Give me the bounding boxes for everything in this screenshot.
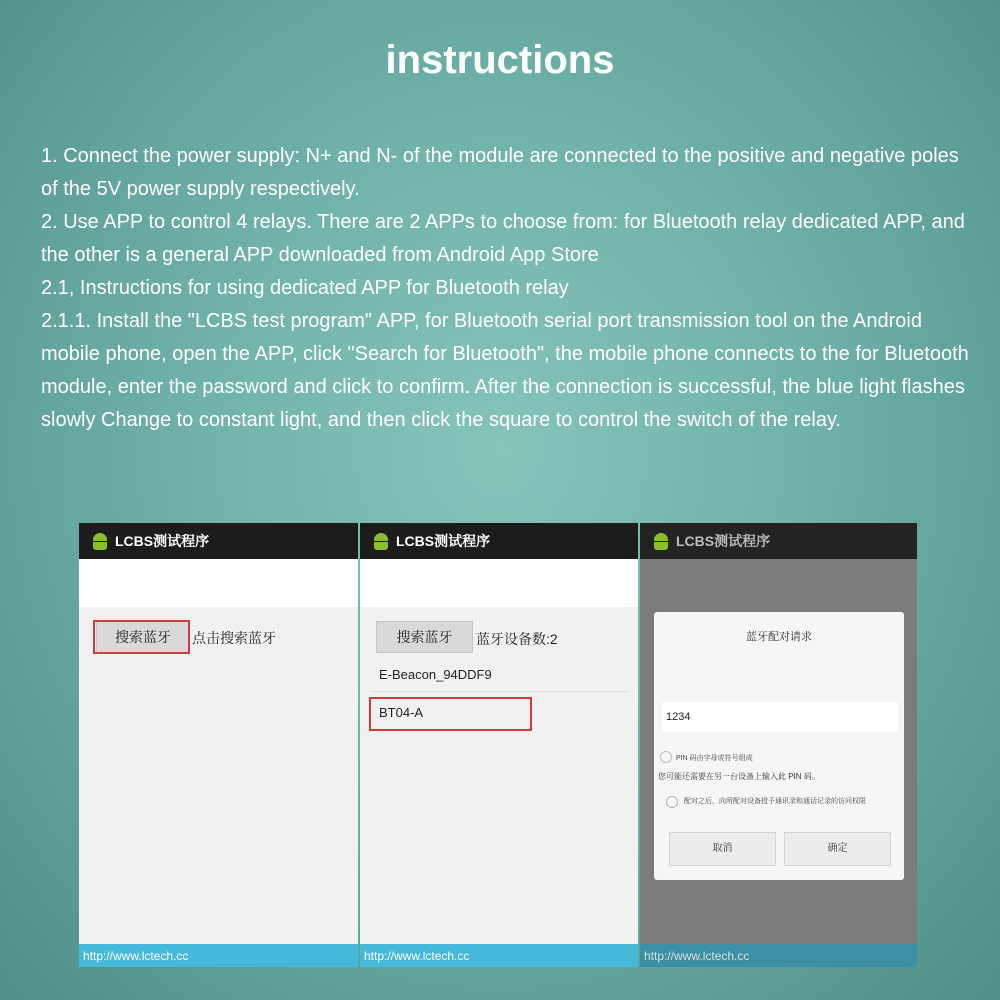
android-icon [91, 532, 109, 550]
search-bluetooth-button[interactable]: 搜索蓝牙 [96, 621, 190, 653]
check-icon[interactable] [660, 751, 672, 763]
app-title: LCBS测试程序 [115, 533, 210, 549]
content-panel [79, 607, 358, 944]
phone-screen-pairing [640, 523, 917, 967]
footer-url[interactable]: http://www.lctech.cc [640, 944, 917, 967]
pairing-dialog [654, 612, 904, 880]
pin-hint: PIN 码由字母或符号组成 [676, 755, 753, 762]
phone-screen-devices [360, 523, 638, 967]
instruction-step-2: 2. Use APP to control 4 relays. There are 2 APPs to choose from: for Bluetooth relay dedicated APP, and the other is a general APP downloaded from Android App Store [41, 211, 965, 266]
confirm-button[interactable]: 确定 [784, 832, 891, 866]
android-icon [652, 532, 670, 550]
instruction-step-2-1: 2.1, Instructions for using dedicated APP for Bluetooth relay [41, 277, 569, 299]
check-icon[interactable] [666, 796, 678, 808]
cancel-button[interactable]: 取消 [669, 832, 776, 866]
search-bluetooth-button[interactable]: 搜索蓝牙 [376, 621, 473, 653]
pin-note: 您可能还需要在另一台设备上输入此 PIN 码。 [658, 772, 820, 781]
device-list-item[interactable]: E-Beacon_94DDF9 [379, 667, 492, 682]
footer-url[interactable]: http://www.lctech.cc [79, 944, 358, 967]
footer-url[interactable]: http://www.lctech.cc [360, 944, 638, 967]
pin-input[interactable]: 1234 [662, 702, 898, 732]
list-divider [370, 691, 628, 692]
device-list-item[interactable]: BT04-A [379, 705, 424, 720]
dialog-title: 蓝牙配对请求 [746, 631, 812, 643]
phone-screen-search [79, 523, 358, 967]
highlight-box [369, 697, 532, 731]
app-screenshots [79, 523, 917, 967]
app-title: LCBS测试程序 [396, 533, 491, 549]
highlight-box [93, 620, 190, 654]
content-panel [360, 607, 638, 944]
search-hint: 点击搜索蓝牙 [192, 630, 276, 646]
app-titlebar [640, 523, 917, 559]
page-title: instructions [385, 38, 615, 82]
android-icon [372, 532, 390, 550]
device-count: 蓝牙设备数:2 [476, 631, 558, 647]
app-title: LCBS测试程序 [676, 533, 771, 549]
instructions-text [41, 140, 971, 437]
instruction-step-1: 1. Connect the power supply: N+ and N- of the module are connected to the positive and negative poles of the 5V power supply respectively. [41, 145, 959, 200]
app-titlebar [79, 523, 358, 559]
permission-text: 配对之后，向所配对设备授予通讯录和通话记录的访问权限 [684, 798, 866, 805]
app-titlebar [360, 523, 638, 559]
instruction-step-2-1-1: 2.1.1. Install the "LCBS test program" APP, for Bluetooth serial port transmission tool on the Android mobile phone, open the APP, click "Search for Bluetooth", the mobile phone connects to the for Bluetooth module, enter the password and click to confirm. After the connection is successful, the blue light flashes slowly Change to constant light, and then click the square to control the switch of the relay. [41, 310, 969, 431]
